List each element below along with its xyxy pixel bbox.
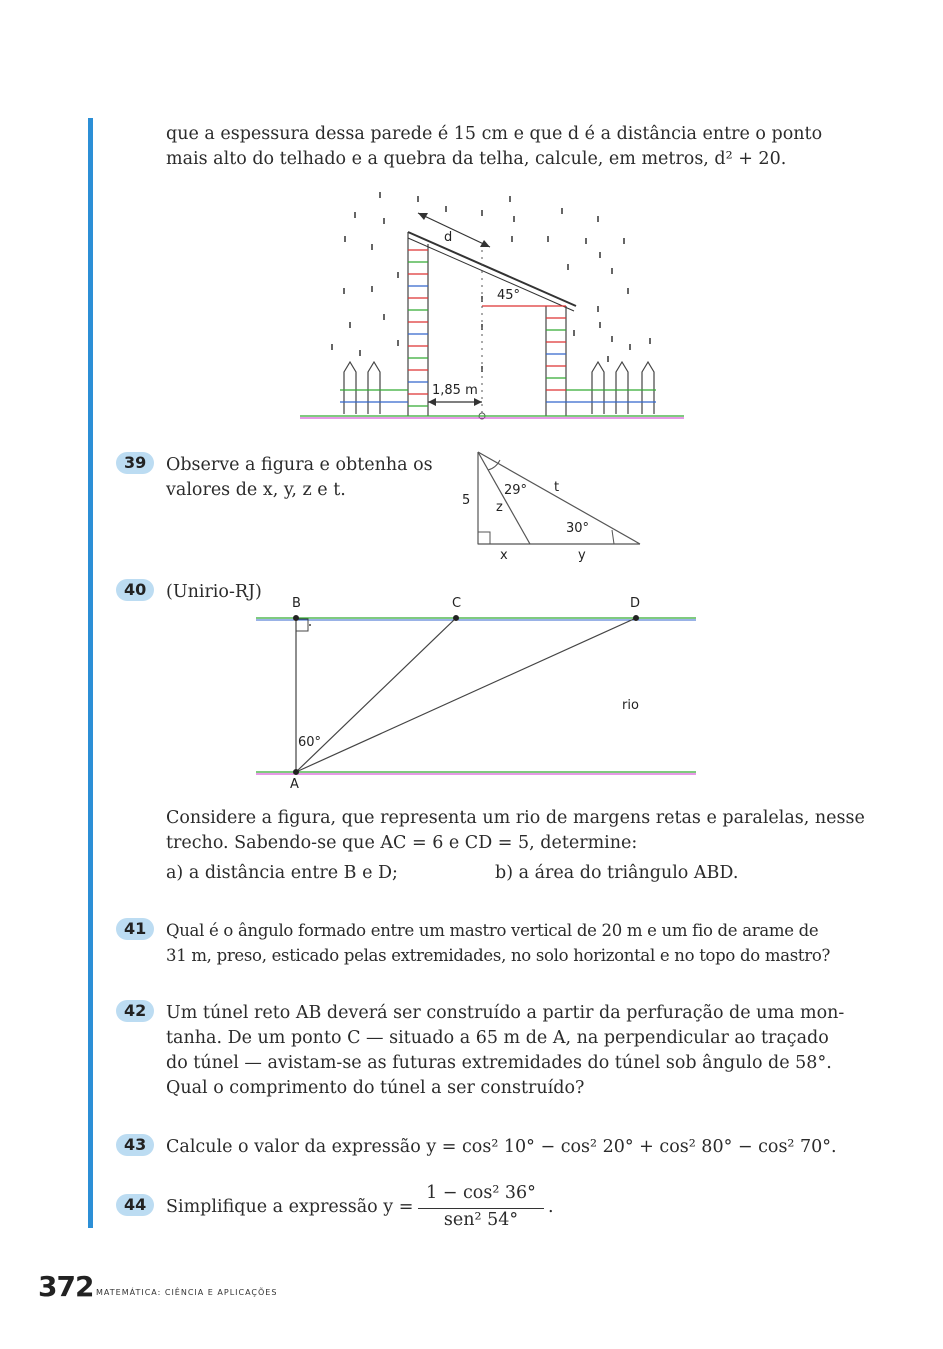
label-1-85-m: 1,85 m: [432, 383, 478, 398]
question-number-43: 43: [116, 1134, 154, 1156]
intro-line-1: que a espessura dessa parede é 15 cm e que d é a distância entre o ponto: [166, 124, 823, 144]
q44-numerator: 1 − cos² 36°: [426, 1183, 536, 1203]
q42-line-3: do túnel — avistam-se as futuras extremidades do túnel sob ângulo de 58°.: [166, 1053, 832, 1073]
question-number-41: 41: [116, 918, 154, 940]
q39-y: y: [578, 548, 586, 563]
q39-angle-30: 30°: [566, 521, 590, 536]
q43-text: Calcule o valor da expressão y = cos² 10° − cos² 20° + cos² 80° − cos² 70°.: [166, 1137, 837, 1157]
q40-item-a: a) a distância entre B e D;: [166, 863, 398, 883]
question-number-39: 39: [116, 452, 154, 474]
footer-title: MATEMÁTICA: CIÊNCIA E APLICAÇÕES: [96, 1288, 278, 1297]
q39-angle-29: 29°: [504, 483, 528, 498]
q39-line-1: Observe a figura e obtenha os: [166, 455, 433, 475]
question-number-44: 44: [116, 1194, 154, 1216]
q40-point-a: A: [290, 777, 299, 792]
q40-rio-label: rio: [622, 698, 639, 713]
q44-tail: .: [548, 1197, 554, 1217]
q40-item-b: b) a área do triângulo ABD.: [495, 863, 739, 883]
q39-t: t: [554, 480, 560, 495]
q40-text-line-2: trecho. Sabendo-se que AC = 6 e CD = 5, determine:: [166, 833, 638, 853]
question-number-42: 42: [116, 1000, 154, 1022]
q39-z: z: [496, 500, 503, 515]
q41-line-1: Qual é o ângulo formado entre um mastro vertical de 20 m e um fio de arame de: [166, 921, 819, 940]
q40-point-d: D: [630, 596, 641, 611]
q39-line-2: valores de x, y, z e t.: [166, 480, 346, 500]
q42-line-1: Um túnel reto AB deverá ser construído a partir da perfuração de uma mon-: [166, 1003, 845, 1023]
question-number-40: 40: [116, 579, 154, 601]
q40-point-b: B: [292, 596, 301, 611]
q40-source: (Unirio-RJ): [166, 582, 262, 602]
intro-line-2: mais alto do telhado e a quebra da telha, calcule, em metros, d² + 20.: [166, 149, 787, 169]
q41-line-2: 31 m, preso, esticado pelas extremidades, no solo horizontal e no topo do mastro?: [166, 946, 830, 965]
label-45-deg: 45°: [497, 288, 521, 303]
q40-text-line-1: Considere a figura, que representa um rio de margens retas e paralelas, nesse: [166, 808, 865, 828]
q39-x: x: [500, 548, 508, 563]
q39-side-5: 5: [462, 493, 471, 508]
q44-fraction-bar: [418, 1208, 544, 1209]
q44-text: Simplifique a expressão y =: [166, 1197, 414, 1217]
q42-line-2: tanha. De um ponto C — situado a 65 m de A, na perpendicular ao traçado: [166, 1028, 829, 1048]
q40-angle-60: 60°: [298, 735, 322, 750]
q44-denominator: sen² 54°: [443, 1210, 519, 1230]
q40-point-c: C: [452, 596, 462, 611]
page-number: 372: [38, 1270, 94, 1303]
q42-line-4: Qual o comprimento do túnel a ser construído?: [166, 1078, 585, 1098]
label-d: d: [444, 230, 453, 245]
